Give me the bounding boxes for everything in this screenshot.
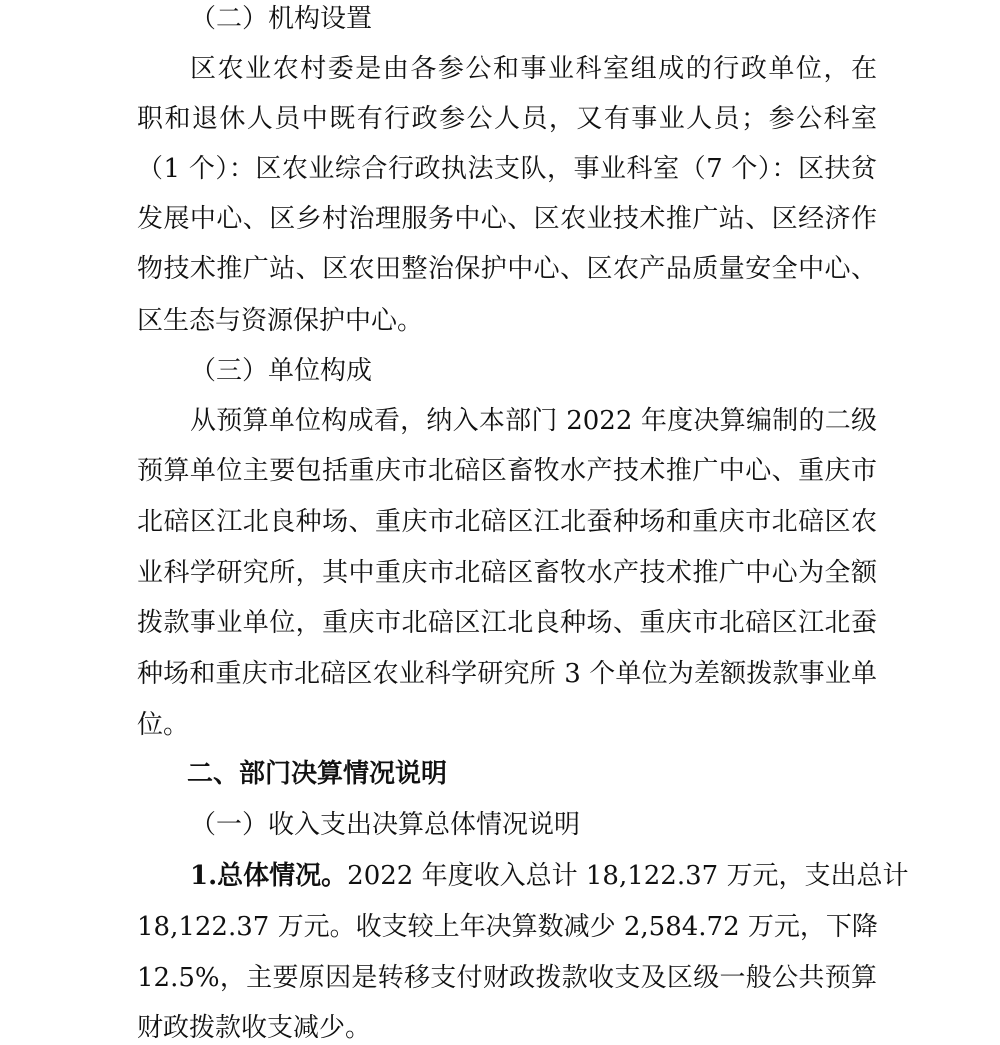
paragraph-line bbox=[190, 859, 909, 893]
paragraph-line: 拨款事业单位，重庆市北碚区江北良种场、重庆市北碚区江北蚕 bbox=[137, 608, 877, 638]
heading-revenue-expenditure-overview: （一）收入支出决算总体情况说明 bbox=[190, 810, 581, 840]
heading-final-accounts: 二、部门决算情况说明 bbox=[187, 759, 448, 789]
paragraph-line: 区农业农村委是由各参公和事业科室组成的行政单位，在 bbox=[190, 54, 877, 84]
paragraph-line: 业科学研究所，其中重庆市北碚区畜牧水产技术推广中心为全额 bbox=[137, 558, 877, 588]
paragraph-line: 从预算单位构成看，纳入本部门 2022 年度决算编制的二级 bbox=[190, 406, 877, 436]
overall-lead: 1.总体情况。 bbox=[190, 861, 348, 891]
paragraph-line: 北碚区江北良种场、重庆市北碚区江北蚕种场和重庆市北碚区农 bbox=[137, 507, 877, 537]
paragraph-line: 发展中心、区乡村治理服务中心、区农业技术推广站、区经济作 bbox=[137, 204, 877, 234]
paragraph-line: 种场和重庆市北碚区农业科学研究所 3 个单位为差额拨款事业单 bbox=[137, 659, 877, 689]
paragraph-line: 位。 bbox=[137, 710, 190, 740]
paragraph-line: 物技术推广站、区农田整治保护中心、区农产品质量安全中心、 bbox=[137, 254, 877, 284]
heading-unit-composition: （三）单位构成 bbox=[190, 356, 373, 386]
paragraph-line: 财政拨款收支减少。 bbox=[137, 1013, 372, 1043]
paragraph-line: （1 个）：区农业综合行政执法支队，事业科室（7 个）：区扶贫 bbox=[137, 154, 877, 184]
paragraph-line: 18,122.37 万元。收支较上年决算数减少 2,584.72 万元，下降 bbox=[137, 912, 878, 942]
overall-line-rest: 2022 年度收入总计 18,122.37 万元，支出总计 bbox=[347, 861, 909, 891]
paragraph-line: 区生态与资源保护中心。 bbox=[137, 306, 424, 336]
paragraph-line: 预算单位主要包括重庆市北碚区畜牧水产技术推广中心、重庆市 bbox=[137, 456, 877, 486]
paragraph-line: 12.5%，主要原因是转移支付财政拨款收支及区级一般公共预算 bbox=[137, 963, 877, 993]
paragraph-line: 职和退休人员中既有行政参公人员，又有事业人员；参公科室 bbox=[137, 104, 877, 134]
heading-organization-setup: （二）机构设置 bbox=[190, 4, 373, 34]
